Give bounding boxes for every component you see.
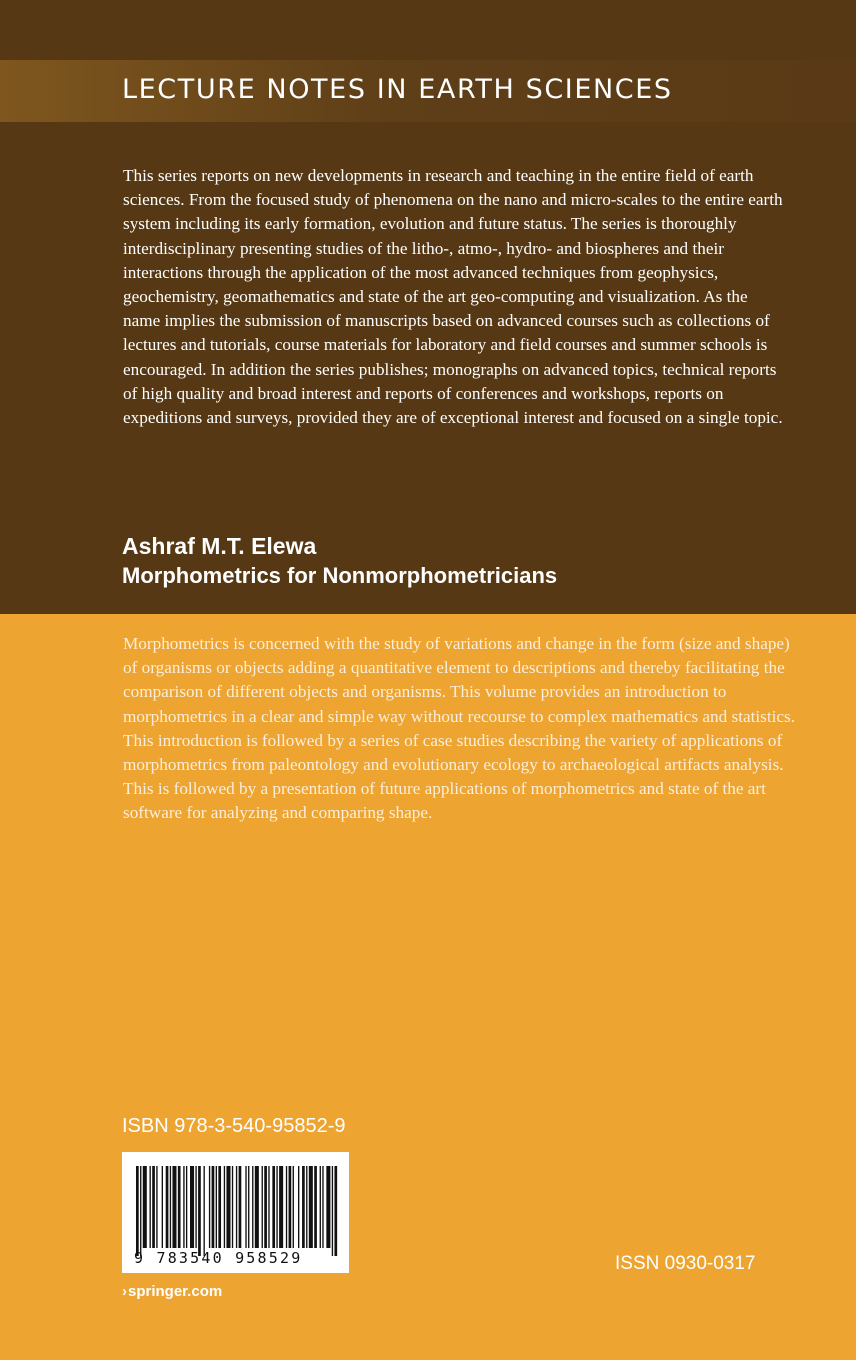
barcode-bar (216, 1166, 217, 1248)
barcode-bar (218, 1166, 221, 1248)
barcode-digits: 9 783540 958529 (134, 1249, 303, 1267)
barcode-bar (279, 1166, 283, 1248)
barcode-bar (334, 1166, 337, 1256)
barcode-bar (166, 1166, 169, 1248)
publisher-url: springer.com (128, 1283, 223, 1300)
barcode-bar (302, 1166, 305, 1248)
barcode-bar (276, 1166, 277, 1248)
barcode-bar (314, 1166, 317, 1248)
barcode-bar (326, 1166, 330, 1248)
barcode-bar (209, 1166, 210, 1248)
barcode-bar (306, 1166, 307, 1248)
barcode-bar (232, 1166, 233, 1248)
barcode-bar (226, 1166, 230, 1248)
barcode-bar (248, 1166, 249, 1248)
barcode-bar (322, 1166, 323, 1248)
barcode-bar (162, 1166, 163, 1248)
barcode-bar (289, 1166, 292, 1248)
chevron-right-icon: › (122, 1283, 127, 1300)
barcode-bar (150, 1166, 151, 1248)
barcode-bar (152, 1166, 155, 1248)
barcode-bar (183, 1166, 184, 1248)
book-author: Ashraf M.T. Elewa (122, 533, 317, 559)
barcode-bar (140, 1166, 141, 1256)
barcode-bar (143, 1166, 147, 1248)
barcode-bar (268, 1166, 269, 1248)
barcode-bar (236, 1166, 237, 1248)
issn-label: ISSN 0930-0317 (615, 1253, 756, 1274)
barcode-bar (170, 1166, 171, 1248)
barcode-bar (212, 1166, 215, 1248)
book-description: Morphometrics is concerned with the study of variations and change in the form (size and shape) of organisms or objects adding a quantitative element to descriptions and thereby facilitating the comparison of different objects and organisms. This volume provides an introduction to morphometrics in a clear and simple way without recourse to complex mathematics and statistics. This introduction is followed by a series of case studies describing the variety of applications of morphometrics from paleontology and evolutionary ecology to archaeological artifacts analysis. This is followed by a presentation of future applications of morphometrics and state of the art software for analyzing and comparing shape. (123, 634, 796, 823)
barcode-bar (172, 1166, 176, 1248)
isbn-label: ISBN 978-3-540-95852-9 (122, 1115, 346, 1137)
barcode (122, 1152, 349, 1273)
barcode-bar (272, 1166, 275, 1248)
barcode-bar (204, 1166, 205, 1256)
barcode-bar (262, 1166, 263, 1248)
barcode-bar (320, 1166, 321, 1248)
barcode-bar (332, 1166, 333, 1256)
barcode-bar (224, 1166, 225, 1248)
barcode-bar (198, 1166, 201, 1256)
barcode-bar (156, 1166, 157, 1248)
barcode-bar (136, 1166, 139, 1256)
barcode-bar (190, 1166, 194, 1248)
barcode-bar (286, 1166, 287, 1248)
series-title: LECTURE NOTES IN EARTH SCIENCES (122, 74, 673, 105)
barcode-bar (264, 1166, 267, 1248)
series-description: This series reports on new developments in research and teaching in the entire field of earth sciences. From the focused study of phenomena on the nano and micro-scales to the entire earth system including its early formation, evolution and future status. The series is thoroughly interdisciplinary presenting studies of the litho-, atmo-, hydro- and biospheres and their interactions through the application of the most advanced techniques from geophysics, geochemistry, geomathematics and state of the art geo-computing and visualization. As the name implies the submission of manuscripts based on advanced courses such as collections of lectures and tutorials, course materials for laboratory and field courses and summer schools is encouraged. In addition the series publishes; monographs on advanced topics, technical reports of high quality and broad interest and reports of conferences and workshops, reports on expeditions and surveys, provided they are of exceptional interest and focused on a single topic. (123, 166, 783, 428)
barcode-bar (178, 1166, 181, 1248)
barcode-bar (239, 1166, 242, 1248)
barcode-bar (293, 1166, 294, 1248)
barcode-bar (186, 1166, 187, 1248)
barcode-bar (252, 1166, 253, 1248)
barcode-bar (195, 1166, 196, 1248)
publisher-link[interactable] (122, 1283, 222, 1300)
barcode-bar (245, 1166, 246, 1248)
barcode-bar (298, 1166, 299, 1248)
barcode-bar (255, 1166, 259, 1248)
book-title: Morphometrics for Nonmorphometricians (122, 563, 558, 588)
barcode-bar (309, 1166, 313, 1248)
